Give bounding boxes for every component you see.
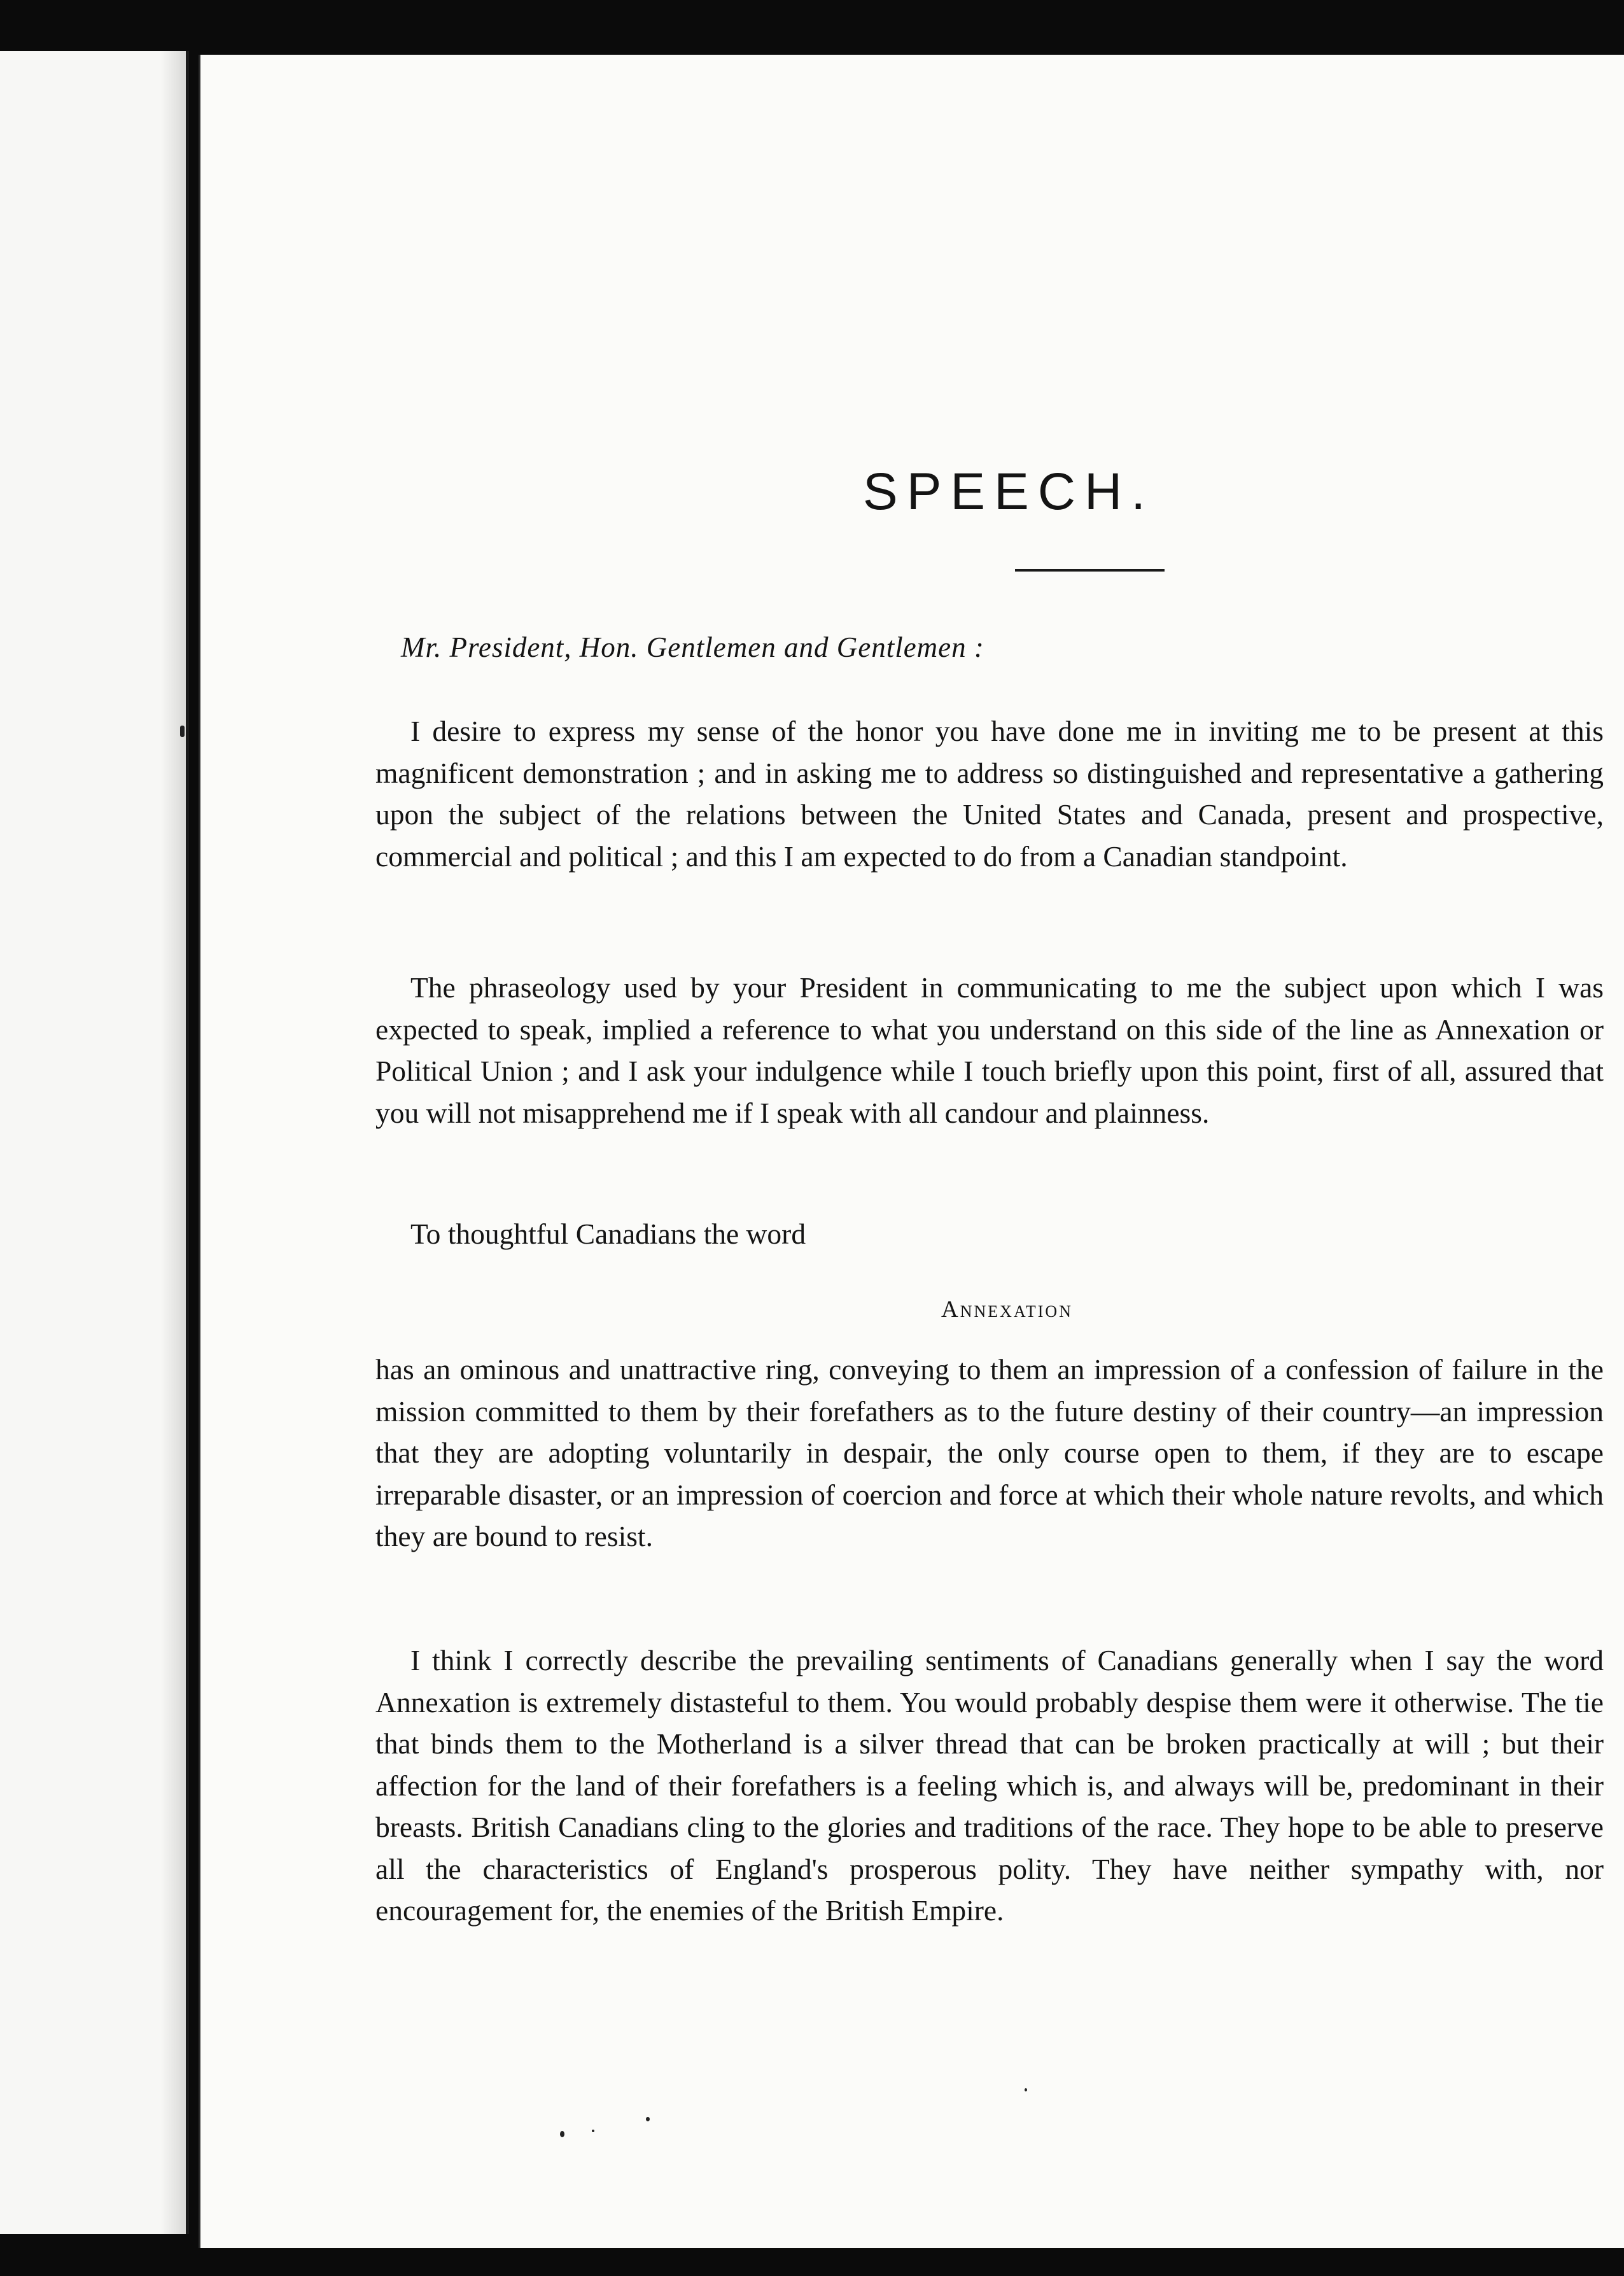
paragraph-4: has an ominous and unattractive ring, conveying to them an impression of a confession of failure in the mission committed to them by their forefathers as to the future destiny of their country—an impression that they are adopting voluntarily in despair, the only course open to them, if they are to escape irreparable disaster, or an impression of coercion and force at which their whole nature revolts, and which they are bound to resist.: [375, 1353, 1604, 1552]
scan-speck: [646, 2117, 650, 2121]
paragraph-5: I think I correctly describe the prevailing sentiments of Canadians generally when I say the word Annexation is extremely distasteful to them. You would probably despise them were it otherwise. The tie that binds them to the Motherland is a silver thread that can be broken practically at will ; but their affection for the land of their forefathers is a feeling which is, and always will be, predominant in their breasts. British Canadians cling to the glories and traditions of the race. They hope to be able to preserve all the characteristics of England's prosperous polity. They have neither sympathy with, nor encouragement for, the enemies of the British Empire.: [375, 1644, 1604, 1927]
scan-speck: [1025, 2088, 1027, 2091]
scan-speck: [592, 2130, 594, 2132]
section-heading: Annexation: [941, 1296, 1073, 1323]
page-gutter-shadow: [160, 51, 186, 2234]
salutation: Mr. President, Hon. Gentlemen and Gentlemen :: [401, 631, 984, 663]
paragraph-1: I desire to express my sense of the honor you have done me in inviting me to be present at this magnificent demonstration ; and in asking me to address so distinguished and representative a gathering upon the subject of the relations between the United States and Canada, present and prospective, commercial and political ; and this I am expected to do from a Canadian standpoint.: [375, 715, 1604, 873]
paragraph-2: The phraseology used by your President in communicating to me the subject upon which I was expected to speak, implied a reference to what you understand on this side of the line as Annexation or Political Union ; and I ask your indulgence while I touch briefly upon this point, first of all, assured that you will not misapprehend me if I speak with all candour and plainness.: [375, 971, 1604, 1129]
paragraph-3: To thoughtful Canadians the word: [410, 1218, 806, 1250]
title-divider: [1015, 569, 1165, 572]
scan-speck: [180, 726, 185, 737]
document-page: [199, 55, 1624, 2248]
scan-speck: [560, 2131, 564, 2137]
page-title: SPEECH.: [863, 463, 1154, 521]
previous-page-edge: [0, 51, 189, 2234]
